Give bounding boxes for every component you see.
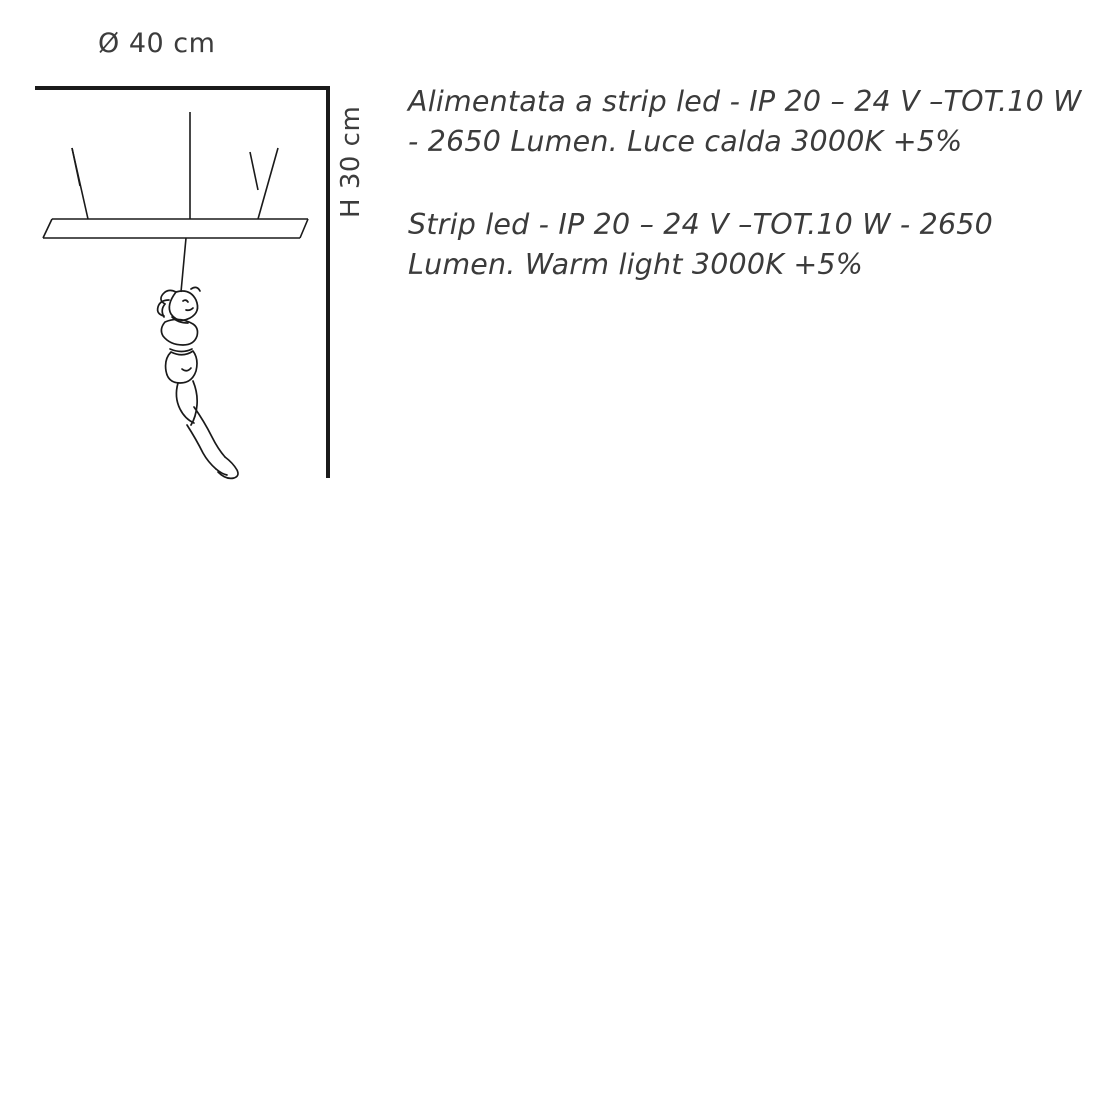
spec-text-italian: Alimentata a strip led - IP 20 – 24 V –TOT.10 W - 2650 Lumen. Luce calda 3000K +5% <box>408 85 1082 159</box>
height-dimension-label: H 30 cm <box>336 105 366 218</box>
climbing-child-figure-icon <box>158 287 238 478</box>
pendant-lamp-icon <box>43 112 308 292</box>
product-technical-drawing <box>0 0 420 520</box>
width-dimension-label: Ø 40 cm <box>98 28 216 59</box>
specifications-block <box>408 82 1098 286</box>
spec-text-english: Strip led - IP 20 – 24 V –TOT.10 W - 2650 Lumen. Warm light 3000K +5% <box>408 207 993 282</box>
